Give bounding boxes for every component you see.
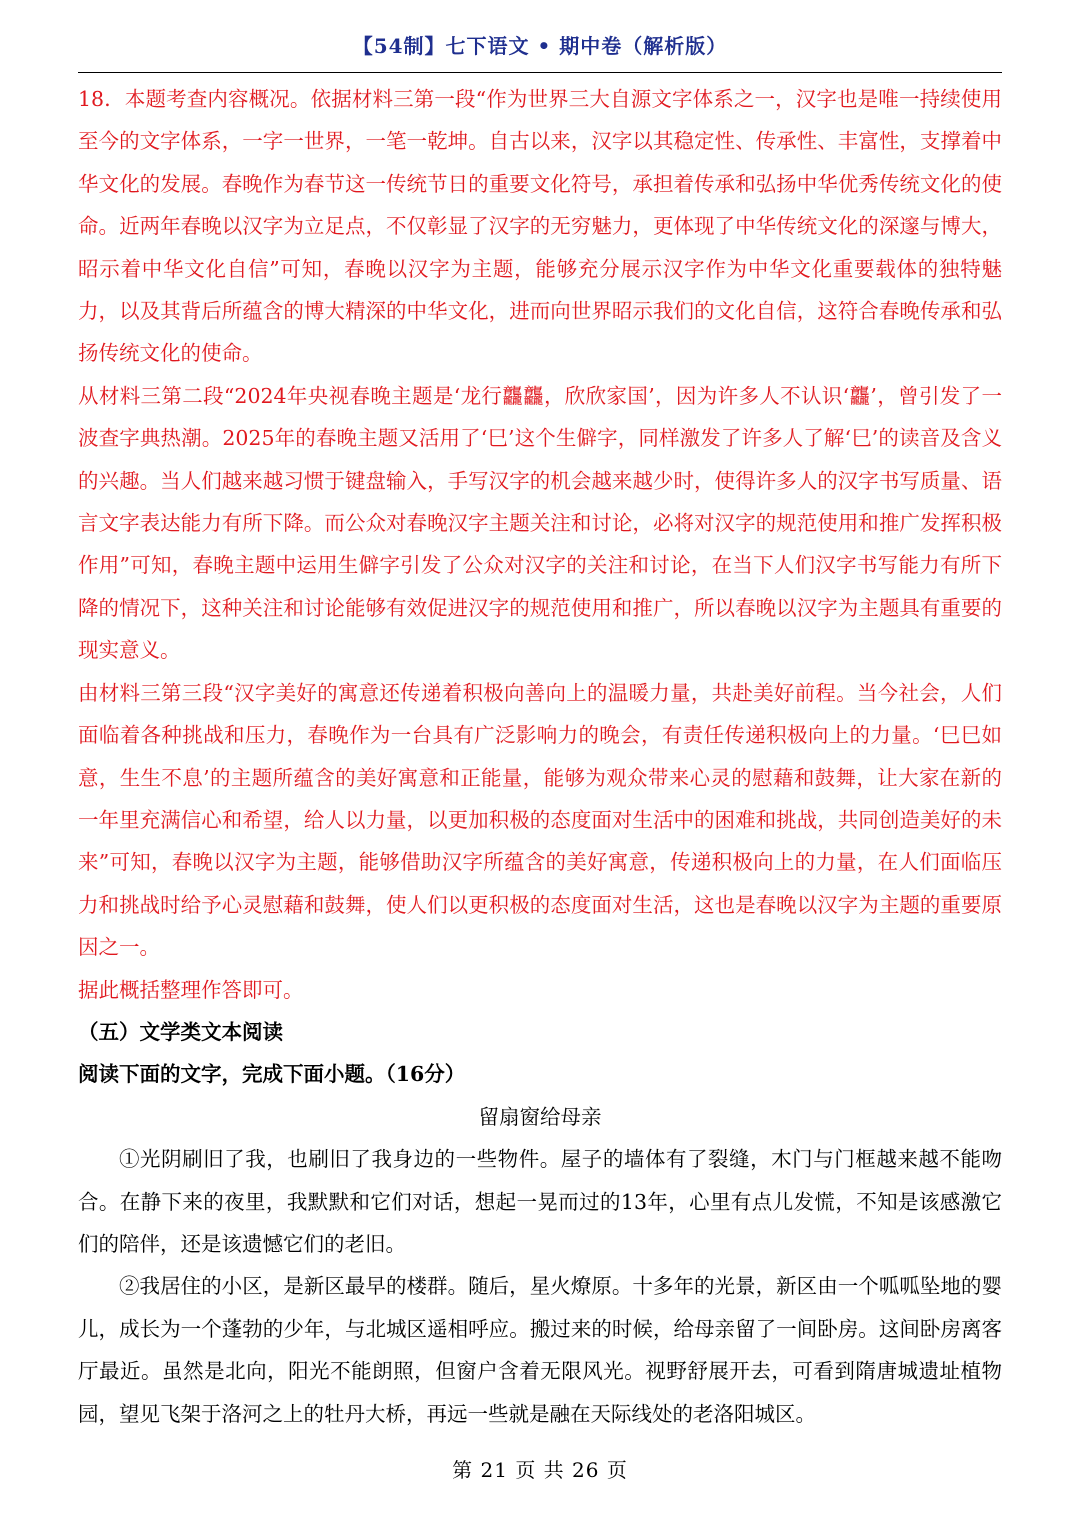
section-heading: （五）文学类文本阅读 xyxy=(78,1019,283,1044)
answer-paragraph-4: 据此概括整理作答即可。 xyxy=(78,977,304,1002)
answer-paragraph-2: 从材料三第二段“2024年央视春晚主题是‘龙行龘龘，欣欣家国’，因为许多人不认识‘龘’，曾引发了一波查字典热潮。2025年的春晚主题又活用了‘巳’这个生僻字，同样激发了许多人了解‘巳’的读音及含义的兴趣。当人们越来越习惯于键盘输入，手写汉字的机会越来越少时，使得许多人的汉字书写质量、语言文字表达能力有所下降。而公众对春晚汉字主题关注和讨论，必将对汉字的规范使用和推广发挥积极作用”可知，春晚主题中运用生僻字引发了公众对汉字的关注和讨论，在当下人们汉字书写能力有所下降的情况下，这种关注和讨论能够有效促进汉字的规范使用和推广，所以春晚以汉字为主题具有重要的现实意义。 xyxy=(78,383,1002,663)
article-paragraph-2: ②我居住的小区，是新区最早的楼群。随后，星火燎原。十多年的光景，新区由一个呱呱坠地的婴儿，成长为一个蓬勃的少年，与北城区遥相呼应。搬过来的时候，给母亲留了一间卧房。这间卧房离客厅最近。虽然是北向，阳光不能朗照，但窗户含着无限风光。视野舒展开去，可看到隋唐城遗址植物园，望见飞架于洛河之上的牡丹大桥，再远一些就是融在天际线处的老洛阳城区。 xyxy=(78,1274,1002,1426)
page-number: 第 21 页 共 26 页 xyxy=(452,1458,628,1482)
page-header xyxy=(78,26,1002,73)
article-title: 留扇窗给母亲 xyxy=(478,1104,602,1129)
article-paragraph-1: ①光阴刷旧了我，也刷旧了我身边的一些物件。屋子的墙体有了裂缝，木门与门框越来越不能吻合。在静下来的夜里，我默默和它们对话，想起一晃而过的13年，心里有点儿发慌，不知是该感激它们的陪伴，还是该遗憾它们的老旧。 xyxy=(78,1147,1002,1256)
answer-paragraph-3: 由材料三第三段“汉字美好的寓意还传递着积极向善向上的温暖力量，共赴美好前程。当今社会，人们面临着各种挑战和压力，春晚作为一台具有广泛影响力的晚会，有责任传递积极向上的力量。‘巳巳如意，生生不息’的主题所蕴含的美好寓意和正能量，能够为观众带来心灵的慰藉和鼓舞，让大家在新的一年里充满信心和希望，给人以力量，以更加积极的态度面对生活中的困难和挑战，共同创造美好的未来”可知，春晚以汉字为主题，能够借助汉字所蕴含的美好寓意，传递积极向上的力量，在人们面临压力和挑战时给予心灵慰藉和鼓舞，使人们以更积极的态度面对生活，这也是春晚以汉字为主题的重要原因之一。 xyxy=(78,680,1002,960)
header-title: 【54制】七下语文 • 期中卷（解析版） xyxy=(352,34,728,58)
answer-paragraph-1: 18．本题考查内容概况。依据材料三第一段“作为世界三大自源文字体系之一，汉字也是唯一持续使用至今的文字体系，一字一世界，一笔一乾坤。自古以来，汉字以其稳定性、传承性、丰富性，支撑着中华文化的发展。春晚作为春节这一传统节日的重要文化符号，承担着传承和弘扬中华优秀传统文化的使命。近两年春晚以汉字为立足点，不仅彰显了汉字的无穷魅力，更体现了中华传统文化的深邃与博大，昭示着中华文化自信”可知，春晚以汉字为主题，能够充分展示汉字作为中华文化重要载体的独特魅力，以及其背后所蕴含的博大精深的中华文化，进而向世界昭示我们的文化自信，这符合春晚传承和弘扬传统文化的使命。 xyxy=(78,87,1002,366)
section-instruction: 阅读下面的文字，完成下面小题。（16分） xyxy=(78,1062,466,1087)
page-content xyxy=(78,78,1002,1435)
